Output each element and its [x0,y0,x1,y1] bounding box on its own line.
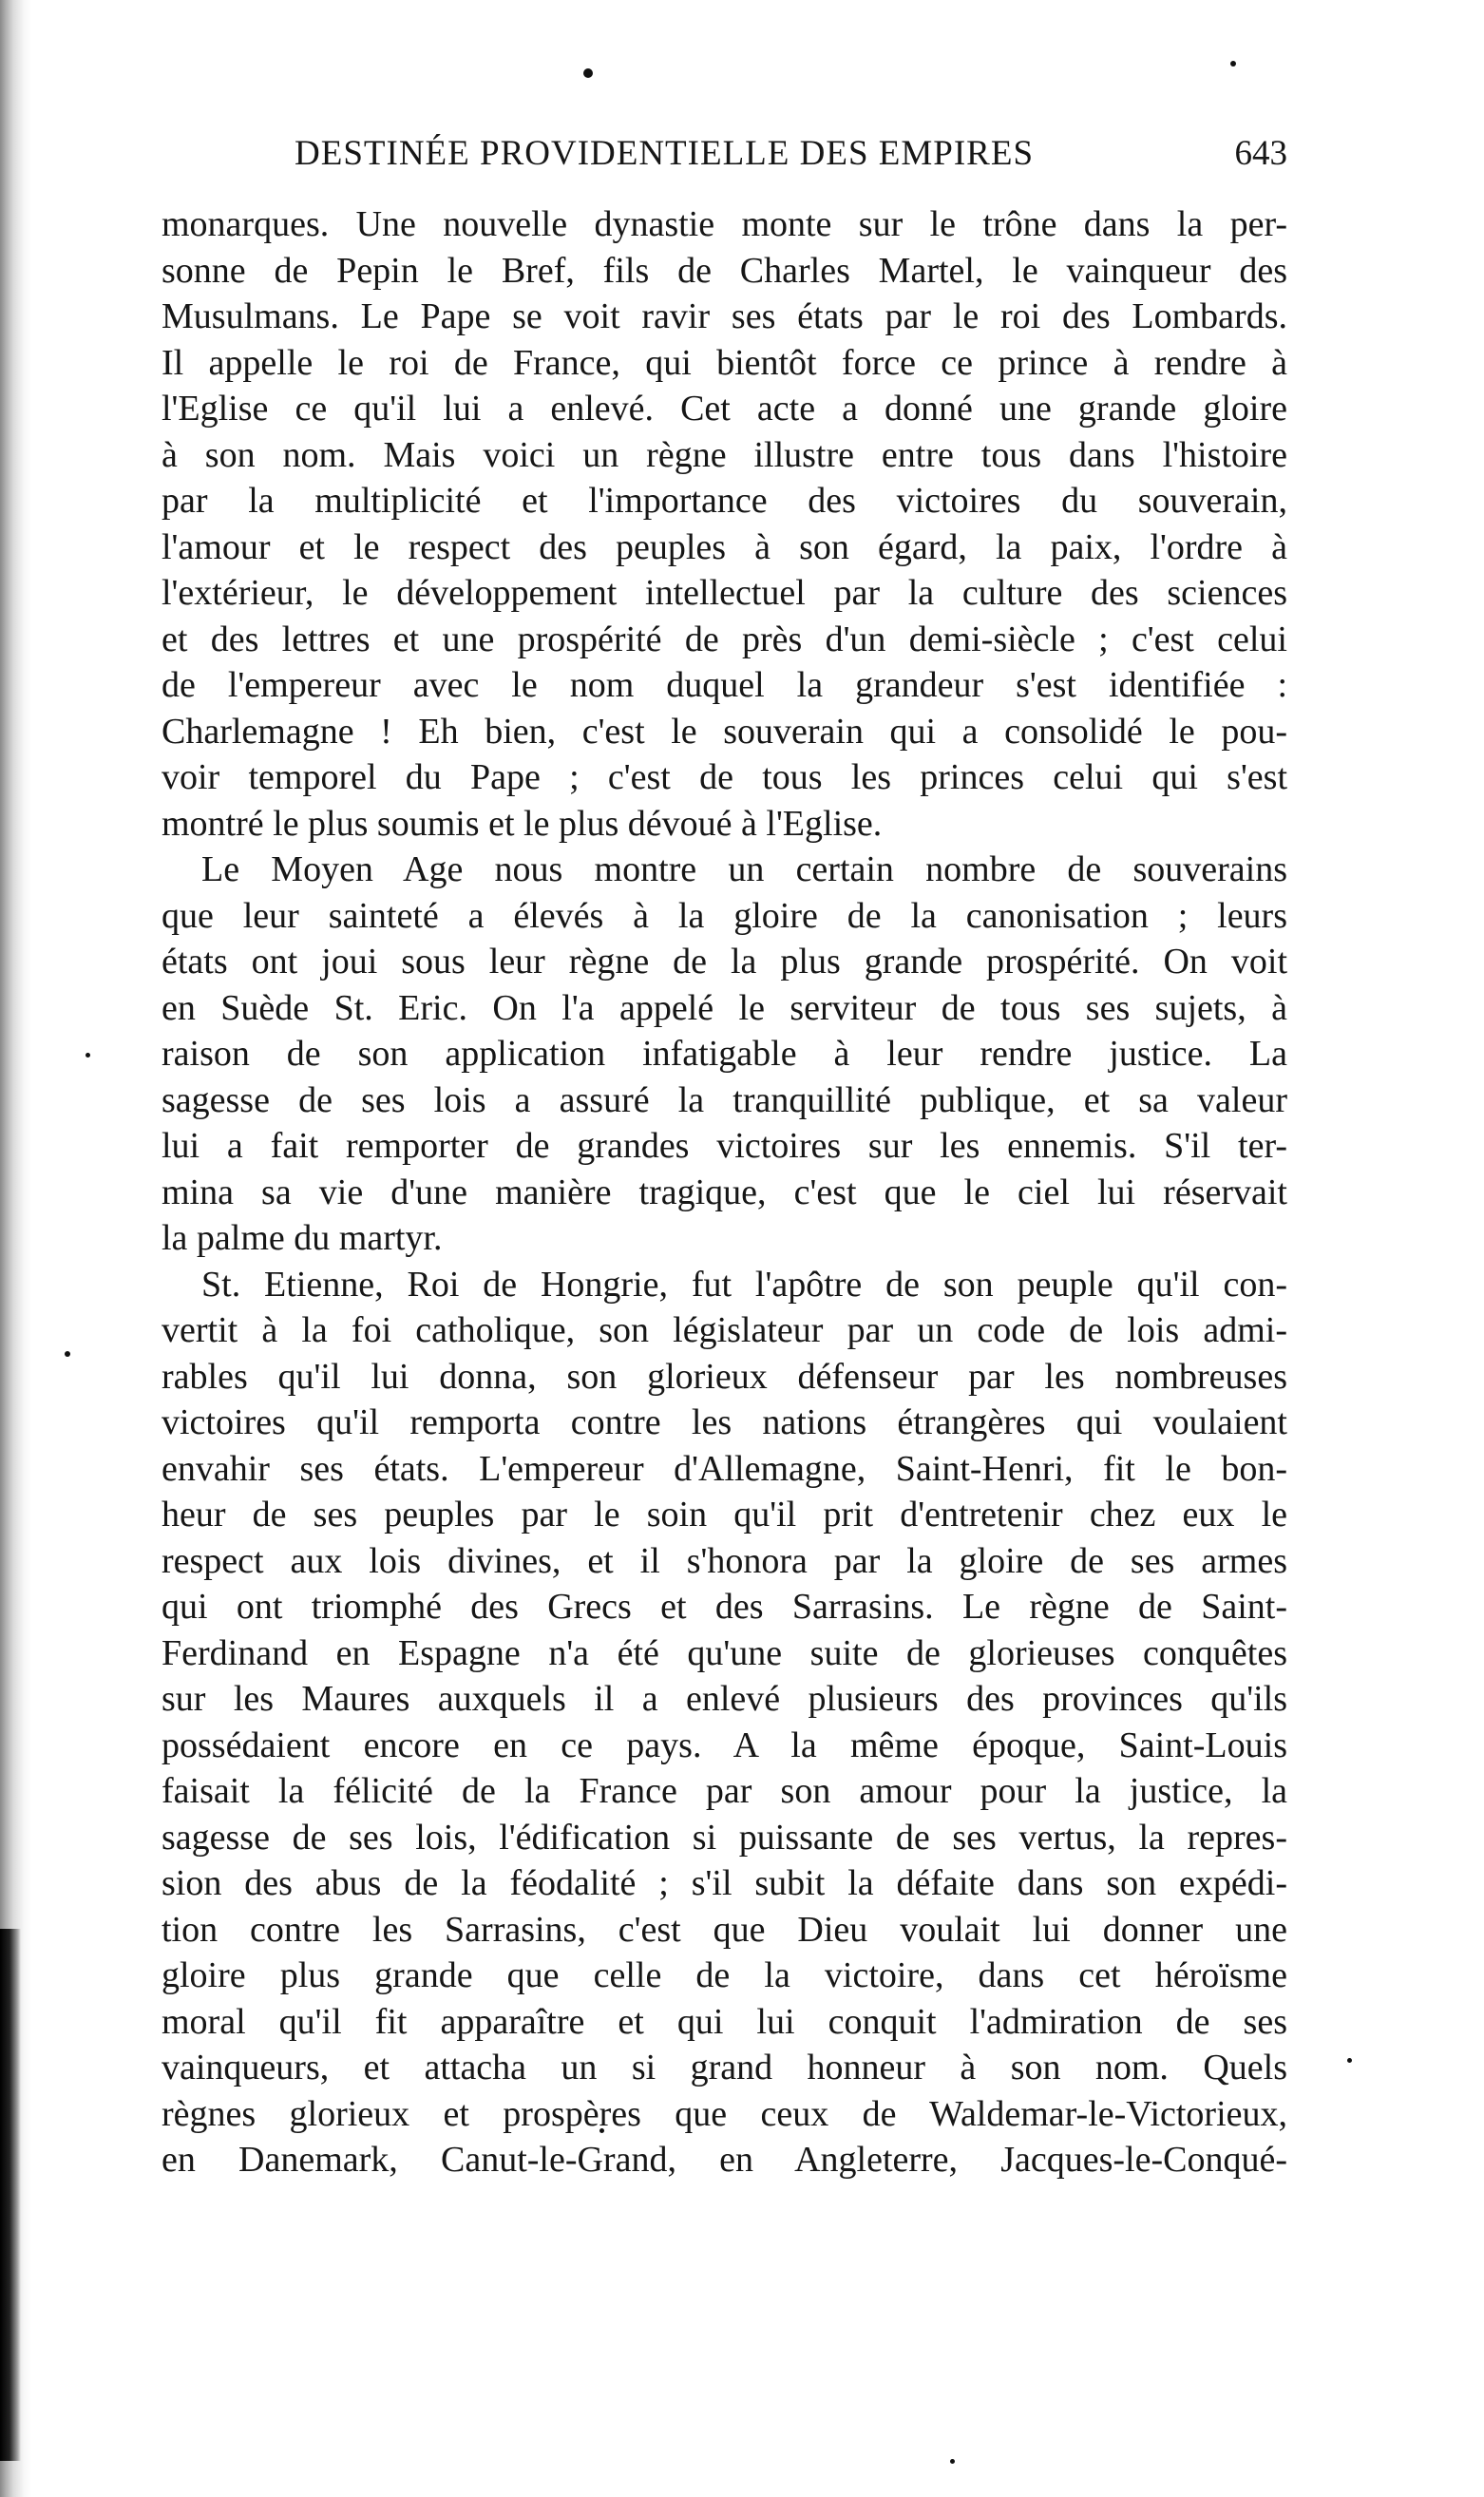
text-line: l'Eglise ce qu'il lui a enlevé. Cet acte a donné une grande gloire [162,389,1287,429]
text-line: sonne de Pepin le Bref, fils de Charles Martel, le vainqueur des [162,250,1287,291]
text-line: montré le plus soumis et le plus dévoué à l'Eglise. [162,803,883,844]
running-title: DESTINÉE PROVIDENTIELLE DES EMPIRES [295,134,1035,173]
text-line: en Suède St. Eric. On l'a appelé le serviteur de tous ses sujets, à [162,987,1287,1028]
text-line: vertit à la foi catholique, son législateur par un code de lois admi- [162,1310,1287,1350]
text-line: vainqueurs, et attacha un si grand honneur à son nom. Quels [162,2048,1287,2087]
ink-speck [1230,61,1236,67]
text-line: Charlemagne ! Eh bien, c'est le souverain qui a consolidé le pou- [162,711,1287,752]
text-line: états ont joui sous leur règne de la plus grande prospérité. On voit [162,942,1287,982]
text-line: envahir ses états. L'empereur d'Allemagne, Saint-Henri, fit le bon- [162,1448,1287,1489]
body-text [162,201,1287,2183]
text-line: en Danemark, Canut-le-Grand, en Angleterre, Jacques-le-Conqué- [162,2140,1287,2180]
text-line: possédaient encore en ce pays. A la même époque, Saint-Louis [162,1725,1287,1765]
text-line: lui a fait remporter de grandes victoires sur les ennemis. S'il ter- [162,1126,1287,1166]
text-line: l'extérieur, le développement intellectuel par la culture des sciences [162,573,1287,613]
text-line: mina sa vie d'une manière tragique, c'est que le ciel lui réservait [162,1172,1287,1212]
text-line: raison de son application infatigable à leur rendre justice. La [162,1034,1287,1074]
text-line: Musulmans. Le Pape se voit ravir ses états par le roi des Lombards. [162,296,1287,336]
paragraph [162,201,1287,847]
text-line: qui ont triomphé des Grecs et des Sarrasins. Le règne de Saint- [162,1587,1287,1627]
text-line: par la multiplicité et l'importance des victoires du souverain, [162,481,1287,521]
paragraph [162,1262,1287,2183]
text-line: et des lettres et une prospérité de près d'un demi-siècle ; c'est celui [162,619,1287,659]
text-line: gloire plus grande que celle de la victoire, dans cet héroïsme [162,1955,1287,1995]
text-line: l'amour et le respect des peuples à son égard, la paix, l'ordre à [162,526,1287,567]
text-line: voir temporel du Pape ; c'est de tous les princes celui qui s'est [162,757,1287,797]
ink-speck [950,2459,955,2464]
text-line: respect aux lois divines, et il s'honora par la gloire de ses armes [162,1540,1287,1581]
ink-speck [1347,2058,1352,2063]
page-number: 643 [1234,134,1287,173]
paragraph [162,847,1287,1262]
text-line: de l'empereur avec le nom duquel la grandeur s'est identifiée : [162,665,1287,705]
text-line: règnes glorieux et prospères que ceux de Waldemar-le-Victorieux, [162,2093,1287,2134]
running-header [147,133,1287,181]
text-line: sagesse de ses lois a assuré la tranquillité publique, et sa valeur [162,1079,1287,1120]
text-line: Il appelle le roi de France, qui bientôt force ce prince à rendre à [162,342,1287,383]
text-line: heur de ses peuples par le soin qu'il prit d'entretenir chez eux le [162,1495,1287,1534]
ink-speck [65,1351,70,1357]
text-line: monarques. Une nouvelle dynastie monte sur le trône dans la per- [162,204,1287,244]
ink-speck [583,68,593,78]
text-line: rables qu'il lui donna, son glorieux défenseur par les nombreuses [162,1356,1287,1397]
text-line: Le Moyen Age nous montre un certain nombre de souverains [201,849,1287,889]
text-line: sagesse de ses lois, l'édification si puissante de ses vertus, la repres- [162,1817,1287,1858]
text-line: victoires qu'il remporta contre les nations étrangères qui voulaient [162,1402,1287,1442]
text-line: à son nom. Mais voici un règne illustre entre tous dans l'histoire [162,434,1287,475]
text-line: sion des abus de la féodalité ; s'il subit la défaite dans son expédi- [162,1863,1287,1903]
text-line: St. Etienne, Roi de Hongrie, fut l'apôtre de son peuple qu'il con- [201,1264,1287,1305]
ink-speck [86,1053,90,1058]
text-line: Ferdinand en Espagne n'a été qu'une suite de glorieuses conquêtes [162,1632,1287,1673]
text-line: faisait la félicité de la France par son amour pour la justice, la [162,1771,1287,1811]
text-line: tion contre les Sarrasins, c'est que Dieu voulait lui donner une [162,1909,1287,1950]
text-line: sur les Maures auxquels il a enlevé plusieurs des provinces qu'ils [162,1679,1287,1719]
text-line: la palme du martyr. [162,1218,443,1258]
text-line: moral qu'il fit apparaître et qui lui conquit l'admiration de ses [162,2001,1287,2042]
binding-shadow-dark [0,1929,21,2461]
text-line: que leur sainteté a élevés à la gloire de la canonisation ; leurs [162,895,1287,936]
